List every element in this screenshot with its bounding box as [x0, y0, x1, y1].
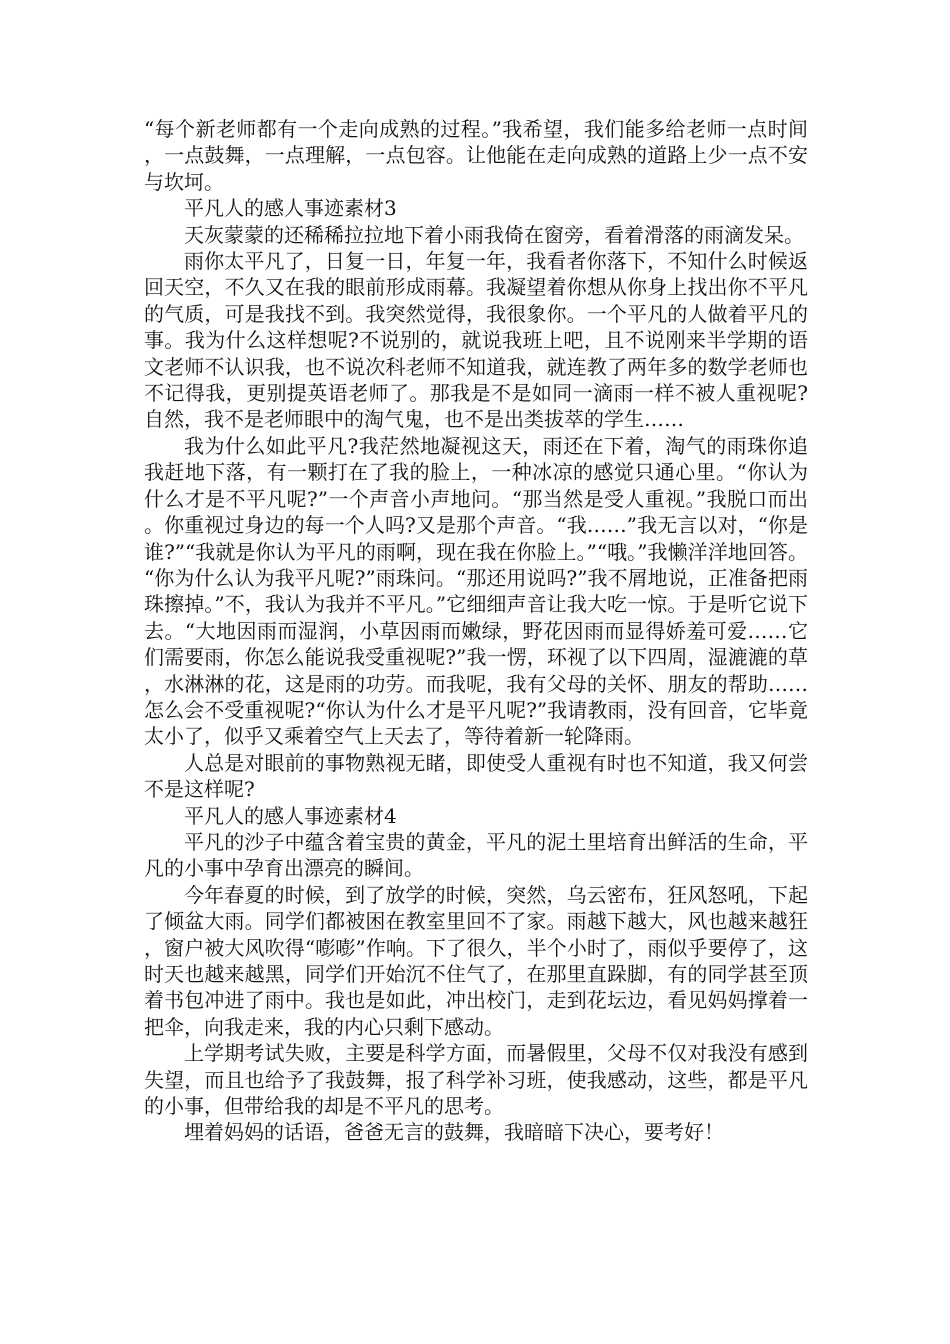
document-page [144, 116, 808, 1146]
paragraph-rain-reflection: 人总是对眼前的事物熟视无睹，即使受人重视有时也不知道，我又何尝不是这样呢? [144, 750, 808, 802]
paragraph-intro: “每个新老师都有一个走向成熟的过程。”我希望，我们能多给老师一点时间，一点鼓舞，一点理解，一点包容。让他能在走向成熟的道路上少一点不安与坎坷。 [144, 117, 808, 194]
paragraph-storm: 今年春夏的时候，到了放学的时候，突然，乌云密布，狂风怒吼，下起了倾盆大雨。同学们都被困在教室里回不了家。雨越下越大，风也越来越狂，窗户被大风吹得“嘭嘭”作响。下了很久，半个小时了，雨似乎要停了，这时天也越来越黑，同学们开始沉不住气了，在那里直跺脚，有的同学甚至顶着书包冲进了雨中。我也是如此，冲出校门，走到花坛边，看见妈妈撑着一把伞，向我走来，我的内心只剩下感动。 [144, 882, 808, 1039]
paragraph-resolve: 埋着妈妈的话语，爸爸无言的鼓舞，我暗暗下决心，要考好！ [184, 1120, 724, 1145]
paragraph-sand-gold: 平凡的沙子中蕴含着宝贵的黄金，平凡的泥土里培育出鲜活的生命，平凡的小事中孕育出漂亮的瞬间。 [144, 829, 808, 881]
paragraph-exam: 上学期考试失败，主要是科学方面，而暑假里，父母不仅对我没有感到失望，而且也给予了我鼓舞，报了科学补习班，使我感动，这些，都是平凡的小事，但带给我的却是不平凡的思考。 [144, 1041, 808, 1119]
paragraph-rain-dialogue: 我为什么如此平凡?我茫然地凝视这天，雨还在下着，淘气的雨珠你追我赶地下落，有一颗打在了我的脸上，一种冰凉的感觉只通心里。“你认为什么才是不平凡呢?”一个声音小声地问。“那当然是受人重视。”我脱口而出。你重视过身边的每一个人吗?又是那个声音。“我……”我无言以对，“你是谁?”“我就是你认为平凡的雨啊，现在我在你脸上。”“哦。”我懒洋洋地回答。“你为什么认为我平凡呢?”雨珠问。“那还用说吗?”我不屑地说，正准备把雨珠擦掉。”不，我认为我并不平凡。”它细细声音让我大吃一惊。于是听它说下去。“大地因雨而湿润，小草因雨而嫩绿，野花因雨而显得娇羞可爱……它们需要雨，你怎么能说我受重视呢?”我一愣，环视了以下四周，湿漉漉的草，水淋淋的花，这是雨的功劳。而我呢，我有父母的关怀、朋友的帮助……怎么会不受重视呢?“你认为什么才是平凡呢?”我请教雨，没有回音，它毕竟太小了，似乎又乘着空气上天去了，等待着新一轮降雨。 [144, 433, 808, 749]
section-heading-4: 平凡人的感人事迹素材4 [184, 803, 397, 828]
paragraph-rain-window: 天灰蒙蒙的还稀稀拉拉地下着小雨我倚在窗旁，看着滑落的雨滴发呆。 [184, 222, 804, 247]
section-heading-3: 平凡人的感人事迹素材3 [184, 196, 397, 221]
paragraph-rain-ordinary: 雨你太平凡了，日复一日，年复一年，我看者你落下，不知什么时候返回天空，不久又在我的眼前形成雨幕。我凝望着你想从你身上找出你不平凡的气质，可是我找不到。我突然觉得，我很象你。一个平凡的人做着平凡的事。我为什么这样想呢?不说别的，就说我班上吧，且不说刚来半学期的语文老师不认识我，也不说次科老师不知道我，就连教了两年多的数学老师也不记得我，更别提英语老师了。那我是不是如同一滴雨一样不被人重视呢?自然，我不是老师眼中的淘气鬼，也不是出类拔萃的学生…… [144, 249, 808, 432]
